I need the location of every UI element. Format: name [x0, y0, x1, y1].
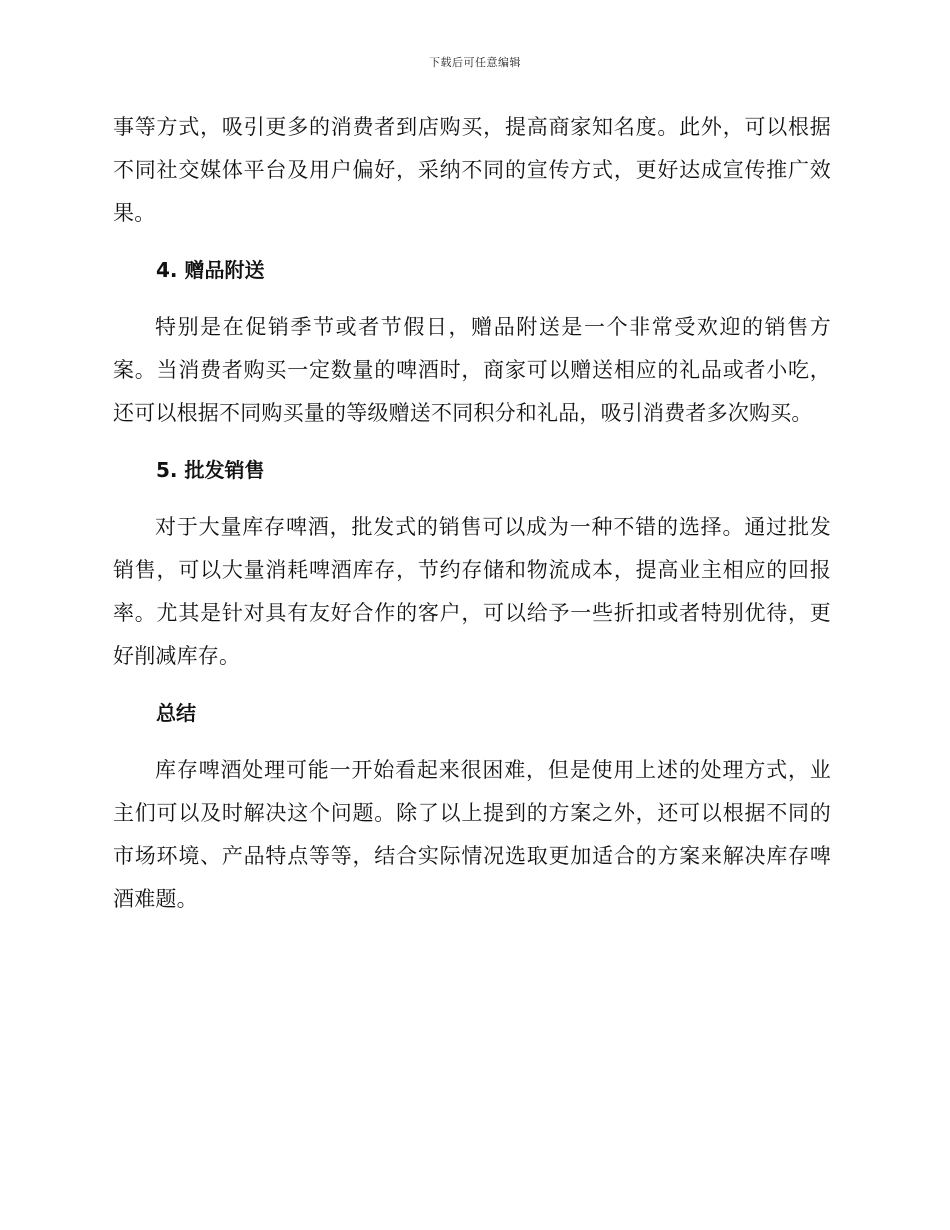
paragraph-gift: 特别是在促销季节或者节假日，赠品附送是一个非常受欢迎的销售方案。当消费者购买一定数量的啤酒时，商家可以赠送相应的礼品或者小吃，还可以根据不同购买量的等级赠送不同积分和礼品，吸引消费者多次购买。 [113, 315, 831, 425]
section-heading-wholesale: 5. 批发销售 [156, 458, 265, 482]
paragraph-wholesale: 对于大量库存啤酒，批发式的销售可以成为一种不错的选择。通过批发销售，可以大量消耗啤酒库存，节约存储和物流成本，提高业主相应的回报率。尤其是针对具有友好合作的客户，可以给予一些折扣或者特别优待，更好削减库存。 [113, 515, 831, 668]
section-heading-summary: 总结 [156, 701, 196, 725]
paragraph-continuation: 事等方式，吸引更多的消费者到店购买，提高商家知名度。此外，可以根据不同社交媒体平台及用户偏好，采纳不同的宣传方式，更好达成宣传推广效果。 [113, 115, 831, 225]
section-heading-gift: 4. 赠品附送 [156, 258, 265, 282]
page-header: 下载后可任意编辑 [429, 56, 521, 69]
paragraph-summary: 库存啤酒处理可能一开始看起来很困难，但是使用上述的处理方式，业主们可以及时解决这个问题。除了以上提到的方案之外，还可以根据不同的市场环境、产品特点等等，结合实际情况选取更加适合的方案来解决库存啤酒难题。 [113, 758, 831, 911]
document-body [113, 106, 831, 935]
